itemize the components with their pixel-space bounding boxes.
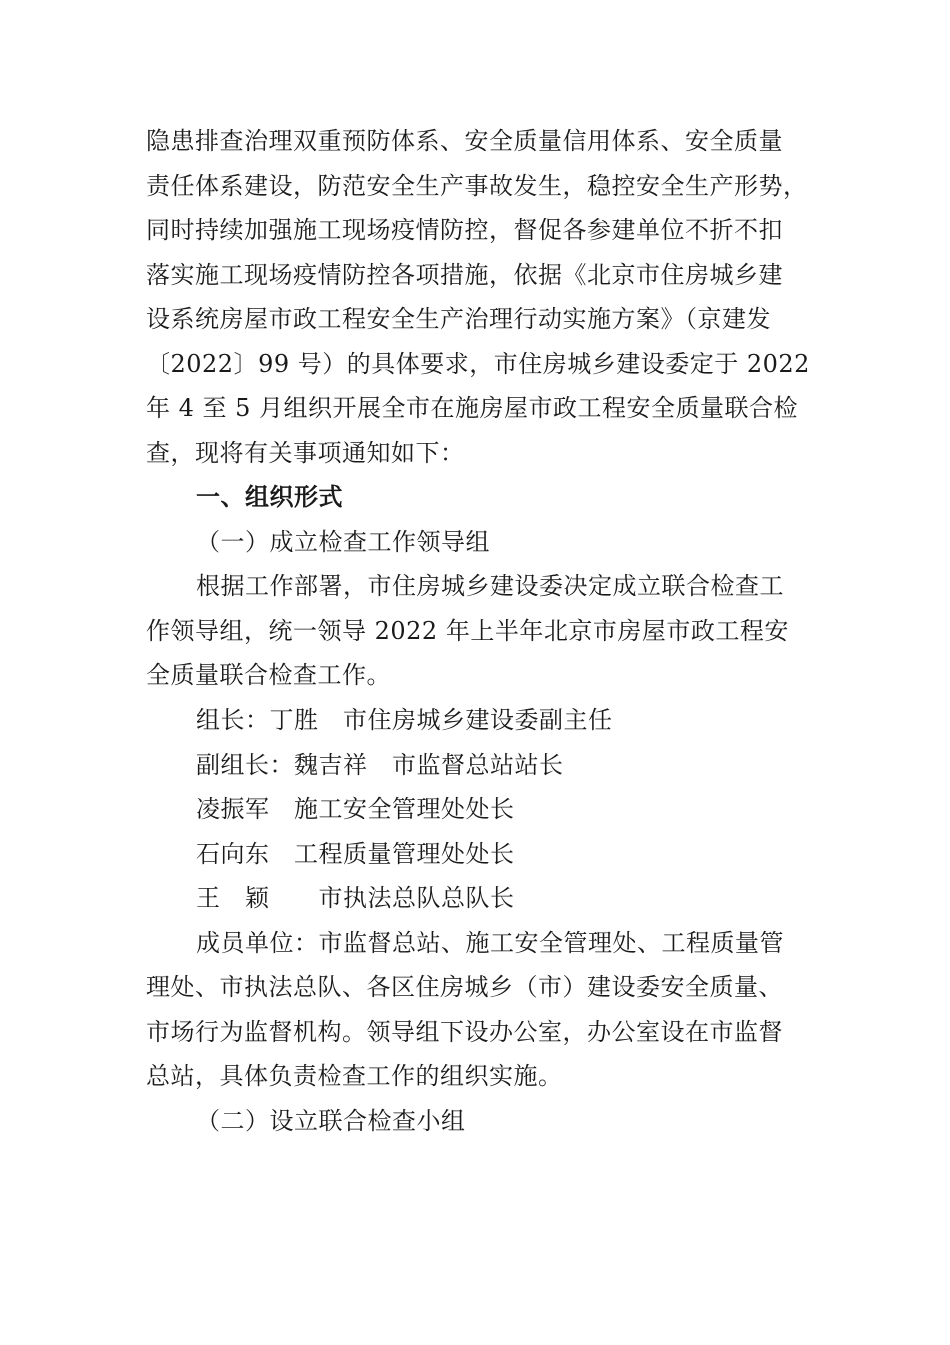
paragraph-line: 成员单位：市监督总站、施工安全管理处、工程质量管 bbox=[196, 929, 784, 957]
member-line: 副组长：魏吉祥 市监督总站站长 bbox=[196, 751, 564, 779]
intro-line: 责任体系建设，防范安全生产事故发生，稳控安全生产形势， bbox=[146, 172, 808, 200]
paragraph-line: 总站，具体负责检查工作的组织实施。 bbox=[146, 1062, 563, 1090]
member-line: 石向东 工程质量管理处处长 bbox=[196, 840, 515, 868]
intro-line: 查，现将有关事项通知如下： bbox=[146, 439, 465, 467]
intro-line: 落实施工现场疫情防控各项措施，依据《北京市住房城乡建 bbox=[146, 261, 783, 289]
intro-line: 年 4 至 5 月组织开展全市在施房屋市政工程安全质量联合检 bbox=[146, 394, 799, 422]
intro-line: 〔2022〕99 号）的具体要求，市住房城乡建设委定于 2022 bbox=[146, 350, 810, 378]
member-line: 组长：丁胜 市住房城乡建设委副主任 bbox=[196, 706, 613, 734]
intro-line: 隐患排查治理双重预防体系、安全质量信用体系、安全质量 bbox=[146, 127, 783, 155]
paragraph-line: 理处、市执法总队、各区住房城乡（市）建设委安全质量、 bbox=[146, 973, 783, 1001]
paragraph-line: 全质量联合检查工作。 bbox=[146, 661, 391, 689]
intro-line: 设系统房屋市政工程安全生产治理行动实施方案》（京建发 bbox=[146, 305, 771, 333]
intro-line: 同时持续加强施工现场疫情防控，督促各参建单位不折不扣 bbox=[146, 216, 783, 244]
paragraph-line: 根据工作部署，市住房城乡建设委决定成立联合检查工 bbox=[196, 572, 784, 600]
subsection-heading: （一）成立检查工作领导组 bbox=[196, 528, 490, 556]
member-line: 王 颖 市执法总队总队长 bbox=[196, 884, 515, 912]
member-line: 凌振军 施工安全管理处处长 bbox=[196, 795, 515, 823]
section-heading: 一、组织形式 bbox=[196, 482, 343, 511]
paragraph-line: 作领导组，统一领导 2022 年上半年北京市房屋市政工程安 bbox=[146, 617, 789, 645]
paragraph-line: 市场行为监督机构。领导组下设办公室，办公室设在市监督 bbox=[146, 1018, 783, 1046]
subsection-heading: （二）设立联合检查小组 bbox=[196, 1107, 466, 1135]
